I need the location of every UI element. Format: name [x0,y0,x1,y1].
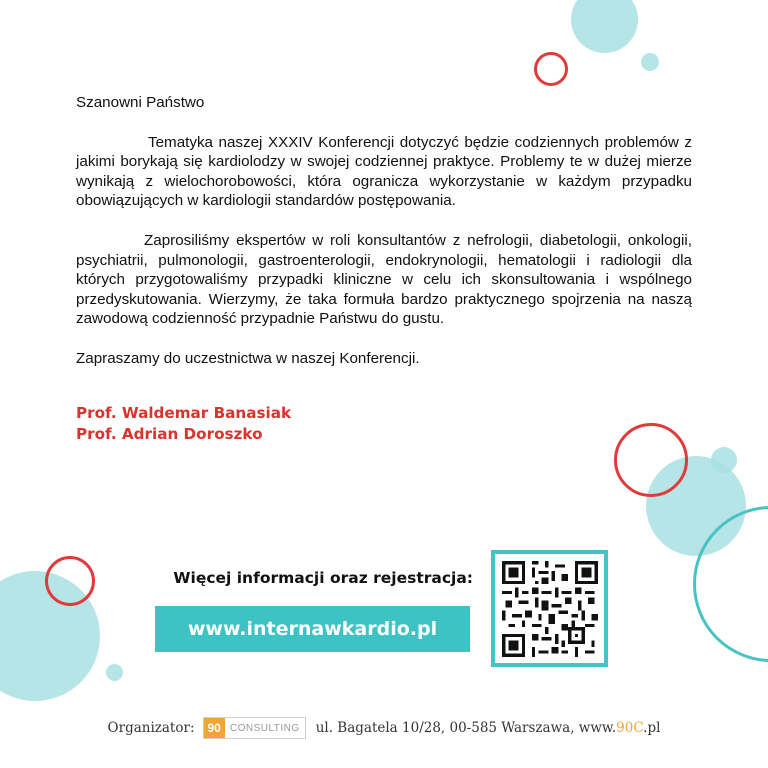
paragraph-experts: Zaprosiliśmy ekspertów w roli konsultantów z nefrologii, diabetologii, onkologii, psychiatrii, pulmonologii, gastroenterologii, endokrynologii, hematologii i radiologii dla których przygotowaliśmy przypadki kliniczne w celu ich skonsultowania i wspólnego przedyskutowania. Wierzymy, że taka formuła bardzo praktycznego spojrzenia na naszą zawodową codzienność przypadnie Państwu do gustu. [76,231,692,328]
footer [0,716,768,740]
address-highlight: 90C [616,720,644,736]
consulting-logo[interactable] [203,717,306,739]
organizer-address [316,720,661,736]
address-suffix: .pl [643,720,661,736]
decor-ring-top [534,52,568,86]
decor-ring-left [45,556,95,606]
qr-code-icon [502,561,598,657]
logo-number: 90 [204,718,225,738]
signatory: Prof. Waldemar Banasiak [76,403,292,422]
address-text: ul. Bagatela 10/28, 00-585 Warszawa, www. [315,720,617,736]
registration-link[interactable]: www.internawkardio.pl [155,606,470,652]
decor-dot-right [711,447,737,473]
qr-code-frame[interactable] [491,550,608,667]
decor-dot-top [641,53,659,71]
salutation: Szanowni Państwo [76,94,205,111]
registration-label: Więcej informacji oraz rejestracja: [173,569,473,587]
paragraph-topic: Tematyka naszej XXXIV Konferencji dotyczyć będzie codziennych problemów z jakimi borykają się kardiolodzy w swojej codziennej praktyce. Problemy te w dużej mierze wynikają z wielochorobowości, która ogranicza wykorzystanie w każdym przypadku obowiązujących w kardiologii standardów postępowania. [76,133,692,210]
decor-dot-left [106,664,123,681]
signatory: Prof. Adrian Doroszko [76,424,263,443]
decor-circle-top [571,0,638,53]
letter-body [76,93,692,445]
invitation-line: Zapraszamy do uczestnictwa w naszej Konferencji. [76,349,420,367]
organizer-label: Organizator: [107,720,195,736]
logo-text: CONSULTING [229,722,300,734]
